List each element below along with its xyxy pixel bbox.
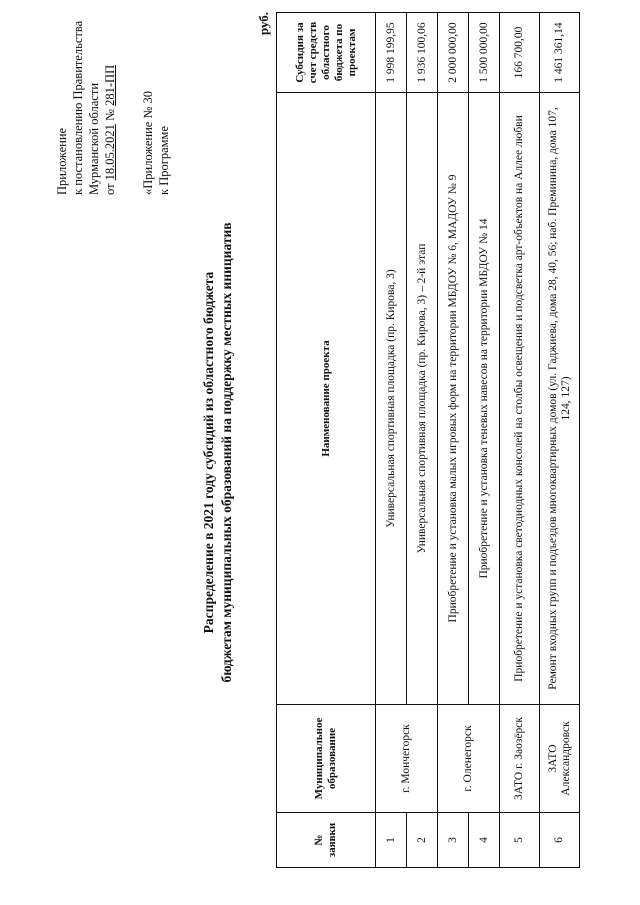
header-line: к постановлению Правительства (71, 20, 85, 195)
table-header-row (277, 13, 376, 868)
decree-number: 281-ПП (103, 64, 117, 106)
table-row (376, 13, 407, 868)
table-row (540, 13, 580, 868)
row-subsidy: 166 700,00 (500, 13, 540, 93)
row-subsidy: 1 936 100,06 (407, 13, 438, 93)
row-number: 6 (540, 813, 580, 868)
row-subsidy: 1 998 199,95 (376, 13, 407, 93)
row-project: Приобретение и установка светодиодных консолей на столбы освещения и подсветка арт-объектов на Аллее любви (500, 93, 540, 705)
row-project: Универсальная спортивная площадка (пр. Кирова, 3) – 2-й этап (407, 93, 438, 705)
row-subsidy: 1 500 000,00 (469, 13, 500, 93)
row-project: Приобретение и установка теневых навесов на территории МБДОУ № 14 (469, 93, 500, 705)
column-header-project: Наименование проекта (277, 93, 376, 705)
title-line: Распределение в 2021 году субсидий из областного бюджета (201, 271, 216, 634)
row-number: 1 (376, 813, 407, 868)
row-project: Универсальная спортивная площадка (пр. Кирова, 3) (376, 93, 407, 705)
row-number: 4 (469, 813, 500, 868)
table-row (438, 13, 469, 868)
currency-unit: руб. (256, 12, 271, 36)
attachment-line: к Программе (157, 125, 171, 195)
number-sign: № (103, 109, 117, 121)
row-subsidy: 2 000 000,00 (438, 13, 469, 93)
row-subsidy: 1 461 361,14 (540, 13, 580, 93)
row-municipality: г. Мончегорск (376, 705, 438, 813)
row-number: 5 (500, 813, 540, 868)
row-municipality: ЗАТО Александровск (540, 705, 580, 813)
attachment-line: «Приложение № 30 (141, 90, 155, 195)
row-municipality: ЗАТО г. Заозёрск (500, 705, 540, 813)
document-title (200, 0, 236, 905)
row-municipality: г. Оленегорск (438, 705, 500, 813)
row-project: Ремонт входных групп и подъездов многоквартирных домов (ул. Гаджиева, дома 28, 40, 56; наб. Преминина, дома 107, 124, 127) (540, 93, 580, 705)
header-line: Мурманской области (87, 82, 101, 195)
header-line: Приложение (55, 127, 69, 195)
decree-date: 18.05.2021 (103, 124, 117, 181)
document-header (54, 5, 172, 195)
header-date-line (102, 5, 118, 195)
subsidy-table (276, 12, 580, 868)
title-line: бюджетам муниципальных образований на поддержку местных инициатив (219, 222, 234, 683)
row-number: 2 (407, 813, 438, 868)
column-header-number: № заявки (277, 813, 376, 868)
column-header-subsidy: Субсидия за счет средств областного бюджета по проектам (277, 13, 376, 93)
table-row (500, 13, 540, 868)
date-prefix: от (103, 183, 117, 195)
row-project: Приобретение и установка малых игровых форм на территории МБДОУ № 6, МАДОУ № 9 (438, 93, 469, 705)
column-header-municipality: Муниципальное образование (277, 705, 376, 813)
row-number: 3 (438, 813, 469, 868)
